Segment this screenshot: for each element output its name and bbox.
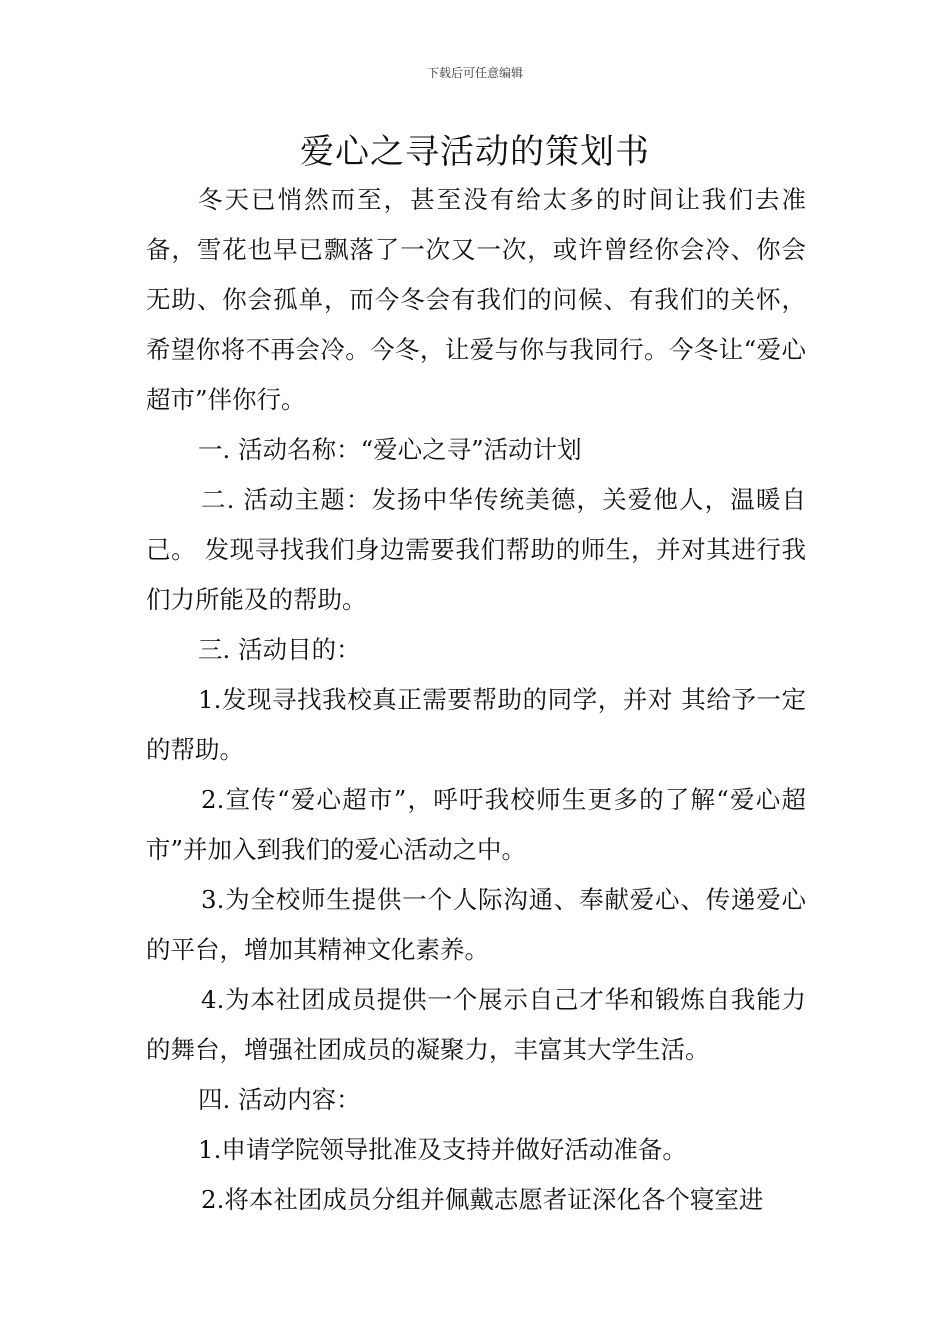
paragraph-intro: 冬天已悄然而至，甚至没有给太多的时间让我们去准备，雪花也早已飘落了一次又一次，或许曾经你会冷、你会无助、你会孤单，而今冬会有我们的问候、有我们的关怀，希望你将不再会冷。今冬，让爱与你与我同行。今冬让“爱心超市”伴你行。 [146, 185, 806, 414]
content-item-1: 1.申请学院领导批准及支持并做好活动准备。 [198, 1135, 687, 1164]
purpose-item-2: 2.宣传“爱心超市”，呼吁我校师生更多的了解“爱心超市”并加入到我们的爱心活动之中。 [146, 785, 806, 864]
purpose-item-3: 3.为全校师生提供一个人际沟通、奉献爱心、传递爱心的平台，增加其精神文化素养。 [146, 885, 806, 964]
purpose-item-1: 1.发现寻找我校真正需要帮助的同学，并对 其给予一定的帮助。 [146, 685, 806, 764]
document-title: 爱心之寻活动的策划书 [300, 132, 650, 172]
header-note: 下载后可任意编辑 [426, 66, 523, 80]
document-body [146, 175, 806, 1225]
section-activity-name: 一. 活动名称：“爱心之寻”活动计划 [198, 435, 582, 464]
section-activity-purpose-heading: 三. 活动目的： [198, 635, 361, 664]
content-item-2: 2.将本社团成员分组并佩戴志愿者证深化各个寝室进 [201, 1185, 764, 1214]
section-activity-content-heading: 四. 活动内容： [198, 1085, 361, 1114]
purpose-item-4: 4.为本社团成员提供一个展示自己才华和锻炼自我能力的舞台，增强社团成员的凝聚力，丰富其大学生活。 [146, 985, 806, 1064]
section-activity-theme: 二. 活动主题：发扬中华传统美德，关爱他人，温暖自己。 发现寻找我们身边需要我们帮助的师生，并对其进行我们力所能及的帮助。 [146, 485, 806, 614]
